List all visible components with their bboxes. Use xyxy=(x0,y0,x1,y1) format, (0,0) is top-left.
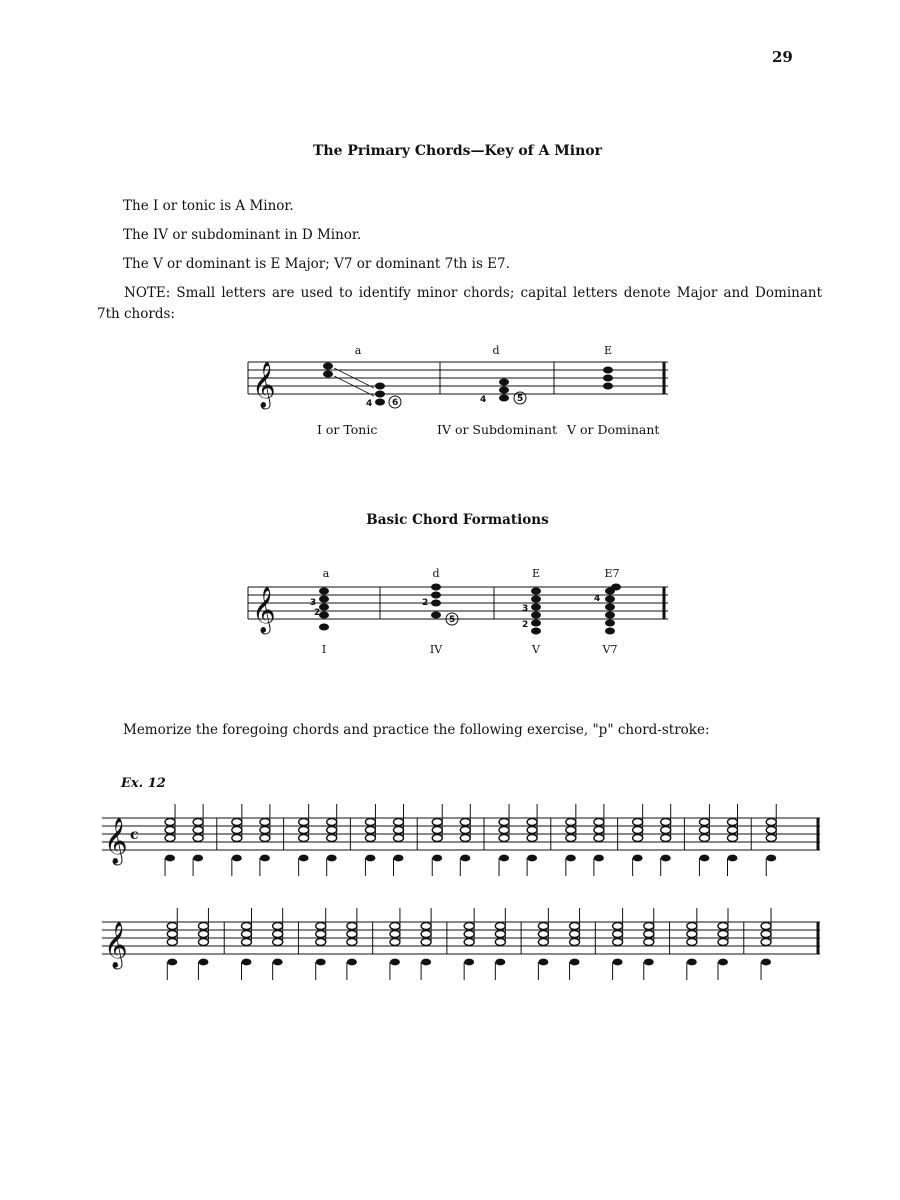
chord-stack xyxy=(594,804,604,876)
basic-chords-staff xyxy=(240,565,680,660)
finger-number: 2 xyxy=(314,608,321,618)
chord-stack xyxy=(393,804,403,876)
treble-clef: 𝄞 xyxy=(252,362,276,408)
chord-d-stack xyxy=(431,584,441,619)
chord-name: E7 xyxy=(604,567,620,580)
staff-lines xyxy=(102,922,820,954)
chord-name: a xyxy=(354,344,362,357)
time-signature: c xyxy=(130,827,139,843)
page-title: The Primary Chords—Key of A Minor xyxy=(312,143,603,159)
chord-name: E xyxy=(603,344,613,357)
chord-stack xyxy=(718,908,728,980)
chord-name: a xyxy=(322,567,330,580)
chord-e7-stack xyxy=(605,584,621,635)
chord-stack xyxy=(316,908,326,980)
roman-numeral: I xyxy=(321,643,327,656)
chord-stack xyxy=(644,908,654,980)
text-line-subdominant: The IV or subdominant in D Minor. xyxy=(123,227,362,243)
roman-numeral: V7 xyxy=(602,643,618,656)
chord-stack xyxy=(241,908,251,980)
exercise-chords xyxy=(167,908,818,980)
note-paragraph: NOTE: Small letters are used to identify minor chords; capital letters denote Major and Dominant 7th chords: xyxy=(97,285,822,322)
finger-number: 4 xyxy=(594,594,601,604)
chord-stack xyxy=(460,804,470,876)
chord-stack xyxy=(699,804,709,876)
chord-stack xyxy=(273,908,283,980)
exercise-staff-2 xyxy=(96,900,826,995)
chord-stack xyxy=(727,804,737,876)
chord-stack xyxy=(365,804,375,876)
exercise-chords xyxy=(165,804,818,876)
finger-number: 3 xyxy=(310,598,317,608)
chord-d-notes xyxy=(499,379,509,402)
chord-stack xyxy=(347,908,357,980)
chord-stack xyxy=(661,804,671,876)
chord-stack xyxy=(432,804,442,876)
chord-e-notes xyxy=(603,367,613,390)
chord-stack xyxy=(495,908,505,980)
treble-clef: 𝄞 xyxy=(252,587,276,633)
exercise-staff-1 xyxy=(96,796,826,886)
chord-stack xyxy=(327,804,337,876)
chord-stack xyxy=(687,908,697,980)
text-line-tonic: The I or tonic is A Minor. xyxy=(123,198,294,214)
chord-stack xyxy=(633,804,643,876)
chord-stack xyxy=(165,804,175,876)
chord-stack xyxy=(570,908,580,980)
roman-numeral: IV xyxy=(429,643,443,656)
finger-number: 3 xyxy=(522,604,529,614)
treble-clef: 𝄞 xyxy=(104,818,128,864)
chord-stack xyxy=(167,908,177,980)
chord-stack xyxy=(299,804,309,876)
chord-stack xyxy=(260,804,270,876)
page-number: 29 xyxy=(772,48,793,66)
chord-a-stack xyxy=(319,588,329,631)
chord-stack xyxy=(464,908,474,980)
string-number: 6 xyxy=(392,398,399,408)
finger-number: 2 xyxy=(422,598,429,608)
exercise-label: Ex. 12 xyxy=(121,776,166,791)
string-number: 5 xyxy=(449,615,456,625)
chord-stack xyxy=(527,804,537,876)
chord-stack xyxy=(421,908,431,980)
finger-number: 4 xyxy=(480,395,487,405)
instruction-text: Memorize the foregoing chords and practice the following exercise, "p" chord-stroke: xyxy=(123,722,710,738)
chord-stack xyxy=(766,804,776,876)
chord-stack xyxy=(193,804,203,876)
chord-name: d xyxy=(492,344,500,357)
slide-lines xyxy=(334,368,374,396)
chord-name: d xyxy=(432,567,440,580)
label-subdominant: IV or Subdominant xyxy=(437,422,557,437)
text-line-dominant: The V or dominant is E Major; V7 or dominant 7th is E7. xyxy=(123,256,510,272)
chord-stack xyxy=(232,804,242,876)
chord-stack xyxy=(499,804,509,876)
label-tonic: I or Tonic xyxy=(317,422,378,437)
chord-stack xyxy=(566,804,576,876)
chord-stack xyxy=(198,908,208,980)
finger-number: 2 xyxy=(522,620,529,630)
label-dominant: V or Dominant xyxy=(567,422,660,437)
treble-clef: 𝄞 xyxy=(104,922,128,968)
chord-stack xyxy=(761,908,771,980)
chord-stack xyxy=(538,908,548,980)
chord-stack xyxy=(613,908,623,980)
chord-stack xyxy=(390,908,400,980)
chord-a-notes xyxy=(323,363,385,406)
finger-number: 4 xyxy=(366,399,373,409)
section-subtitle: Basic Chord Formations xyxy=(366,512,549,528)
string-number: 5 xyxy=(517,394,524,404)
chord-name: E xyxy=(531,567,541,580)
roman-numeral: V xyxy=(532,643,540,656)
